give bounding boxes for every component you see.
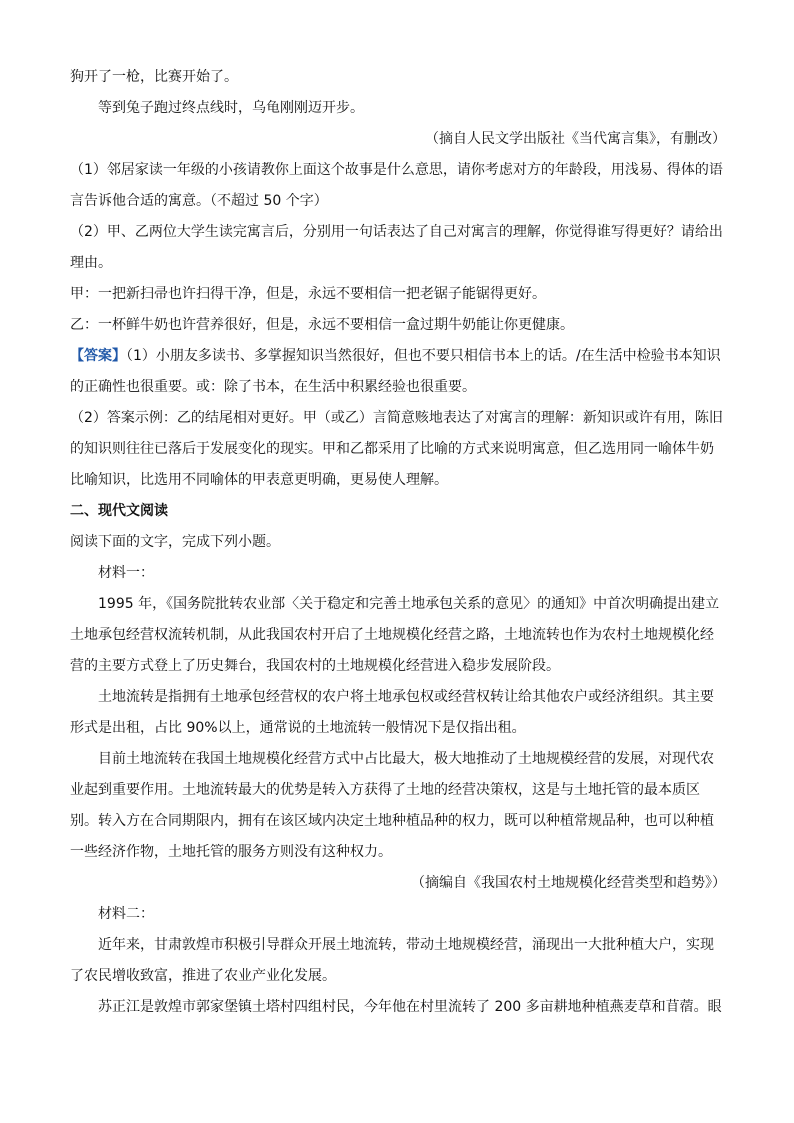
- section-heading: 二、现代文阅读: [70, 503, 168, 519]
- document-page: [70, 62, 726, 1023]
- option-jia: 甲：一把新扫帚也许扫得干净，但是，永远不要相信一把老锯子能锯得更好。: [70, 286, 546, 302]
- material-1-paragraph-1: 1995 年，《国务院批转农业部〈关于稳定和完善土地承包关系的意见〉的通知》中首次明确提出建立土地承包经营权流转机制，从此我国农村开启了土地规模化经营之路，土地流转也作为农村土地规模化经营的主要方式登上了历史舞台，我国农村的土地规模化经营进入稳步发展阶段。: [70, 596, 720, 674]
- question-1: （1）邻居家读一年级的小孩请教你上面这个故事是什么意思，请你考虑对方的年龄段，用浅易、得体的语言告诉他合适的寓意。（不超过 50 个字）: [70, 162, 723, 209]
- story-source: （摘自人民文学出版社《当代寓言集》，有删改）: [425, 131, 726, 147]
- story-line-2: 等到兔子跑过终点线时，乌龟刚刚迈开步。: [98, 100, 364, 116]
- answer-1: [70, 341, 726, 403]
- material-1-paragraph-3: 目前土地流转在我国土地规模化经营方式中占比最大，极大地推动了土地规模经营的发展，对现代农业起到重要作用。土地流转最大的优势是转入方获得了土地的经营决策权，这是与土地托管的最本质区别。转入方在合同期限内，拥有在该区域内决定土地种植品种的权力，既可以种植常规品种，也可以种植一些经济作物，土地托管的服务方则没有这种权力。: [70, 751, 714, 860]
- option-yi: 乙：一杯鲜牛奶也许营养很好，但是，永远不要相信一盒过期牛奶能让你更健康。: [70, 317, 574, 333]
- material-2-paragraph-1: 近年来，甘肃敦煌市积极引导群众开展土地流转，带动土地规模经营，涌现出一大批种植大户，实现了农民增收致富，推进了农业产业化发展。: [70, 937, 714, 984]
- story-line-1: 狗开了一枪，比赛开始了。: [70, 69, 238, 85]
- material-1-paragraph-2: 土地流转是指拥有土地承包经营权的农户将土地承包权或经营权转让给其他农户或经济组织。其主要形式是出租，占比 90%以上，通常说的土地流转一般情况下是仅指出租。: [70, 689, 714, 736]
- section-instruction: 阅读下面的文字，完成下列小题。: [70, 534, 280, 550]
- answer-1-text: （1）小朋友多读书、多掌握知识当然很好，但也不要只相信书本上的话。/在生活中检验书本知识的正确性也很重要。或：除了书本，在生活中积累经验也很重要。: [70, 348, 721, 395]
- material-1-source: （摘编自《我国农村土地规模化经营类型和趋势》）: [411, 875, 726, 891]
- material-1-label: 材料一：: [98, 565, 154, 581]
- question-2: （2）甲、乙两位大学生读完寓言后，分别用一句话表达了自己对寓言的理解，你觉得谁写得更好？请给出理由。: [70, 224, 723, 271]
- material-2-label: 材料二：: [98, 906, 154, 922]
- material-2-paragraph-2: 苏正江是敦煌市郭家堡镇土塔村四组村民，今年他在村里流转了 200 多亩耕地种植燕麦草和苜蓿。眼: [98, 999, 722, 1015]
- answer-tag: 【答案】: [70, 348, 126, 364]
- answer-2: （2）答案示例：乙的结尾相对更好。甲（或乙）言简意赅地表达了对寓言的理解：新知识或许有用，陈旧的知识则往往已落后于发展变化的现实。甲和乙都采用了比喻的方式来说明寓意，但乙选用同一喻体牛奶比喻知识，比选用不同喻体的甲表意更明确，更易使人理解。: [70, 410, 723, 488]
